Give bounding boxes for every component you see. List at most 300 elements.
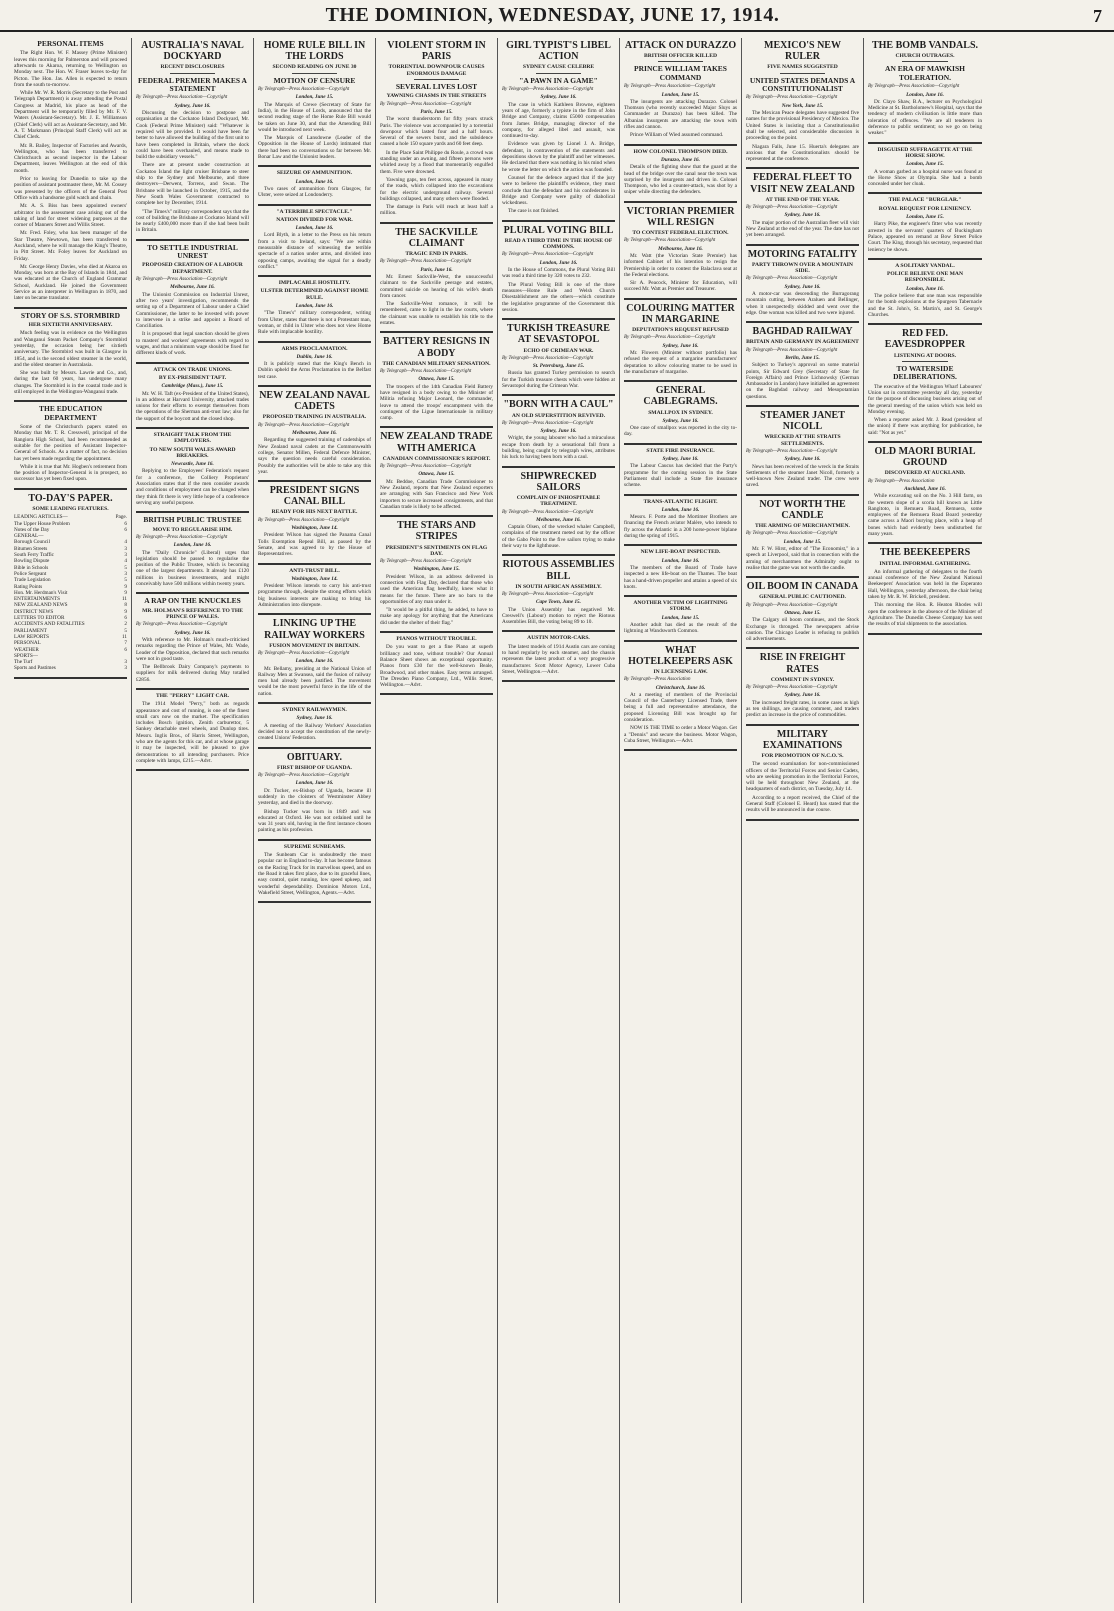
wire-credit: By Telegraph—Press Association—Copyright bbox=[258, 651, 350, 656]
article-separator bbox=[14, 307, 127, 309]
rule bbox=[536, 73, 581, 74]
article bbox=[624, 40, 737, 139]
rule bbox=[902, 61, 948, 62]
feature-row bbox=[14, 665, 127, 671]
body-paragraph: The troopers of the 14th Canadian Field Battery have resigned in a body owing to the Minister of Militia refusing Major Leonard, the commander, leave to attend the troops' encampment with the contingent of the Ligue Internationale in military camp. bbox=[380, 383, 493, 422]
feature-page: 8 bbox=[124, 602, 127, 609]
article-separator bbox=[624, 494, 737, 496]
headline: RIOTOUS ASSEMBLIES BILL bbox=[502, 559, 615, 582]
article bbox=[746, 40, 859, 162]
subheadline: INITIAL INFORMAL GATHERING. bbox=[879, 560, 971, 567]
article bbox=[502, 323, 615, 389]
dateline: Cape Town, June 15. bbox=[536, 599, 581, 606]
body-paragraph: Details of the fighting show that the guard at the head of the bridge over the canal near the town was surprised by the insurgents and driven in. Colonel Thompson, who led a counter-attack, was shot by a sniper while directing the defenders. bbox=[624, 164, 737, 196]
dateline: Sydney, June 16. bbox=[784, 456, 821, 463]
body-paragraph: It is proposed that legal sanction should be given to masters' and workers' agreements with regard to wages, and that a minimum wage should be fixed for different kinds of work. bbox=[136, 331, 249, 357]
article bbox=[624, 549, 737, 590]
article bbox=[136, 244, 249, 357]
subheadline: ROYAL REQUEST FOR LENIENCY. bbox=[878, 205, 972, 212]
body-paragraph: The Union Assembly has negatived Mr. Creswell's (Labour) motion to reject the Riotous Assemblies Bill, the voting being 89 to 10. bbox=[502, 606, 615, 626]
subheadline: FOR PROMOTION OF N.C.O.'S. bbox=[761, 753, 844, 759]
article-separator bbox=[14, 677, 127, 679]
body-paragraph: When a reporter asked Mr. J. Read (president of the union) if there was anything for publication, he said: "Not as yet." bbox=[868, 417, 982, 436]
article-separator bbox=[624, 443, 737, 445]
headline: RED FED. EAVESDROPPER bbox=[884, 328, 966, 351]
article-separator bbox=[14, 488, 127, 490]
body-paragraph: Mr. F. W. Hirst, editor of "The Economist," in a speech at Liverpool, said that in connection with the arming of merchantmen the Admiralty ought to realise that the game was not worth the candle. bbox=[746, 546, 859, 571]
subheadline: LISTENING AT DOORS. bbox=[893, 352, 957, 359]
body-paragraph: The Bellbrook Dairy Company's payments to suppliers for milk delivered during May totalled £2856. bbox=[136, 664, 249, 683]
rule bbox=[658, 61, 703, 62]
dateline: Durazzo, June 16. bbox=[661, 156, 700, 163]
article-separator bbox=[258, 275, 371, 277]
body-paragraph: The 1914 Model "Perry," both as regards appearance and cost of running, is one of the finest small cars now on the market. The specification includes Bosch ignition, Zenith carburettor, 5 Sankey detachable steel wheels, and Dunlop tires. Messrs. Inglis Bros., of Harris Street, Wellington, who are the agents for this car, and at whose garage it may be inspected, will be pleased to give demonstrations to all intending purchasers. Price complete with lamps, £215.—Advt. bbox=[136, 701, 249, 764]
headline: PIANOS WITHOUT TROUBLE. bbox=[396, 636, 477, 643]
subheadline: TRAGIC END IN PARIS. bbox=[405, 251, 468, 258]
dateline: Sydney, June 16. bbox=[296, 715, 333, 722]
headline-secondary: UNITED STATES DEMANDS A CONSTITUTIONALIST bbox=[749, 75, 856, 94]
subheadline: SECOND READING ON JUNE 30 bbox=[272, 64, 357, 71]
body-paragraph: Lord Blyth, in a letter to the Press on his return from a visit to Ireland, says: "We are within measurable distance of witnessing the terrible spectacle of a nation under arms, and divided into opposing camps, awaiting the signal for a deadly conflict." bbox=[258, 232, 371, 270]
body-paragraph: Mr. Watt (the Victorian State Premier) has informed Cabinet of his intention to resign the Premiership in order to contest the Balaclava seat at the Federal elections. bbox=[624, 252, 737, 278]
wire-credit: By Telegraph—Press Association bbox=[624, 677, 691, 683]
article-separator bbox=[14, 400, 127, 402]
masthead-title: THE DOMINION, WEDNESDAY, JUNE 17, 1914. bbox=[325, 4, 780, 26]
headline: SHIPWRECKED SAILORS bbox=[520, 470, 597, 493]
article-separator bbox=[868, 258, 982, 260]
article bbox=[746, 729, 859, 814]
headline: NEW ZEALAND TRADE WITH AMERICA bbox=[380, 431, 493, 454]
feature-name: LAW REPORTS bbox=[14, 633, 50, 640]
column bbox=[620, 38, 742, 1603]
article-separator bbox=[258, 341, 371, 343]
feature-page: 5 bbox=[124, 577, 127, 584]
body-paragraph: One case of smallpox was reported in the city to-day. bbox=[624, 425, 737, 438]
wire-credit: By Telegraph—Press Association—Copyright bbox=[136, 534, 228, 540]
masthead bbox=[0, 0, 1114, 32]
dateline: London, June 15. bbox=[906, 214, 944, 221]
dateline: Melbourne, June 16. bbox=[292, 430, 337, 437]
feature-name: DISTRICT NEWS bbox=[14, 608, 54, 615]
headline: THE "PERRY" LIGHT CAR. bbox=[155, 692, 230, 699]
body-paragraph: In the Place Saint Philippe du Roule, a crowd was standing under an awning, and fifteen persons were whirled away by a flood that momentarily engulfed them. Five were drowned. bbox=[380, 149, 493, 175]
article bbox=[746, 172, 859, 238]
wire-credit: By Telegraph—Press Association—Copyright bbox=[502, 87, 594, 93]
dateline: St. Petersburg, June 15. bbox=[532, 363, 585, 370]
dateline: Cambridge (Mass.), June 15. bbox=[161, 383, 224, 390]
headline: SUPREME SUNBEAMS. bbox=[283, 843, 346, 850]
headline: PERSONAL ITEMS bbox=[37, 39, 104, 48]
body-paragraph: Mr. Beddoe, Canadian Trade Commissioner to New Zealand, reports that New Zealand exporters are arranging with San Francisco and New York importers to secure increased consignments, and that Canadian trade is likely to be affected. bbox=[380, 478, 493, 510]
article-separator bbox=[502, 554, 615, 556]
headline: ANTI-TRUST BILL. bbox=[289, 567, 340, 574]
body-paragraph: Mr. W. H. Taft (ex-President of the United States), in an address at Harvard University, attacked trades unions for their efforts to exempt themselves from the operations of the Sherman anti-trust law; also for the support of the boycott and the closed shop. bbox=[136, 390, 249, 422]
wire-credit: By Telegraph—Press Association—Copyright bbox=[746, 347, 838, 353]
wire-credit: By Telegraph—Press Association—Copyright bbox=[624, 84, 716, 90]
subheadline: CANADIAN COMMISSIONER'S REPORT. bbox=[382, 455, 491, 462]
headline: THE STARS AND STRIPES bbox=[397, 520, 476, 543]
feature-page: 3 bbox=[124, 552, 127, 559]
article bbox=[624, 385, 737, 438]
article-separator bbox=[502, 318, 615, 320]
subheadline: BY EX-PRESIDENT TAFT. bbox=[158, 374, 227, 381]
wire-credit: By Telegraph—Press Association—Copyright bbox=[258, 517, 350, 523]
feature-name: The Upper House Problem bbox=[14, 520, 70, 527]
article bbox=[258, 707, 371, 741]
subheadline: THE ARMING OF MERCHANTMEN. bbox=[755, 523, 850, 530]
body-paragraph: The Marquis of Crewe (Secretary of State for India), in the House of Lords, announced that the second reading stage of the Home Rule Bill would be taken on June 30, and that the Amending Bill would be introduced next week. bbox=[258, 101, 371, 133]
subheadline: PROPOSED TRAINING IN AUSTRALIA. bbox=[262, 414, 367, 421]
subheadline: TORRENTIAL DOWNPOUR CAUSES ENORMOUS DAMAGE bbox=[388, 64, 485, 77]
headline: VICTORIAN PREMIER WILL RESIGN bbox=[626, 205, 735, 228]
dateline: London, June 16. bbox=[295, 178, 334, 185]
wire-credit: By Telegraph—Press Association—Copyright bbox=[258, 773, 350, 779]
dateline: London, June 15. bbox=[295, 94, 334, 101]
article bbox=[258, 280, 371, 335]
article bbox=[868, 197, 982, 252]
feature-name: Bible in Schools bbox=[14, 564, 49, 571]
article-separator bbox=[746, 405, 859, 407]
article bbox=[624, 645, 737, 745]
subheadline: ULSTER DETERMINED AGAINST HOME RULE. bbox=[260, 288, 369, 301]
article bbox=[502, 225, 615, 313]
article-separator bbox=[258, 385, 371, 387]
column bbox=[132, 38, 254, 1603]
subheadline: IN SOUTH AFRICAN ASSEMBLY. bbox=[515, 583, 602, 590]
body-paragraph: "The Times's" military correspondent says that the cost of building the Brisbane at Cockatoo Island will be nearly £400,000 more than if she had been built in Britain. bbox=[136, 208, 249, 234]
article-separator bbox=[136, 688, 249, 690]
article-separator bbox=[868, 142, 982, 144]
column bbox=[254, 38, 376, 1603]
body-paragraph: The Calgary oil boom continues, and the Stock Exchange is thronged. The newspapers advise caution. The Chicago Leader is refusing to publish oil advertisements. bbox=[746, 617, 859, 643]
dateline: London, June 16. bbox=[295, 780, 334, 787]
rule bbox=[902, 361, 948, 362]
dateline: Auckland, June 16. bbox=[904, 485, 946, 492]
dateline: Sydney, June 16. bbox=[662, 456, 699, 463]
feature-name: South Ferry Traffic bbox=[14, 552, 54, 559]
article bbox=[502, 40, 615, 215]
article-separator bbox=[746, 494, 859, 496]
article bbox=[624, 499, 737, 540]
headline: ATTACK ON DURAZZO bbox=[624, 40, 737, 51]
body-paragraph: The Mexican Peace delegates have suggested five names for the provisional Presidency of Mexico. The United States is insisting that a Constitutionalist shall be selected, and considerable discussion is proceeding on the point. bbox=[746, 110, 859, 142]
headline-secondary: FEDERAL PREMIER MAKES A STATEMENT bbox=[138, 75, 247, 94]
body-paragraph: Bishop Tucker was born in 1849 and was educated at Oxford. He was not ordained until he was 31 years old, having in the first instance chosen painting as his profession. bbox=[258, 808, 371, 834]
article-separator bbox=[624, 144, 737, 146]
feature-name: Trade Legislation bbox=[14, 577, 51, 584]
dateline: Melbourne, June 16. bbox=[536, 516, 581, 523]
article bbox=[868, 547, 982, 627]
article bbox=[258, 485, 371, 557]
subheadline: AT THE END OF THE YEAR. bbox=[765, 196, 840, 203]
body-paragraph: At a meeting of members of the Provincial Council of the Canterbury Licensed Trade, there being a full and representative attendance, the proposed Licensing Bill was brought up for consideration. bbox=[624, 691, 737, 724]
article-separator bbox=[624, 595, 737, 597]
body-paragraph: "It would be a pitiful thing, he added, to have to make any apology for anything that the Americans did under the shelter of their flag." bbox=[380, 607, 493, 626]
headline-secondary: SEVERAL LIVES LOST bbox=[395, 81, 478, 91]
article bbox=[624, 448, 737, 489]
article bbox=[14, 405, 127, 482]
article bbox=[868, 328, 982, 436]
feature-page: 3 bbox=[124, 665, 127, 672]
dateline: Christchurch, June 16. bbox=[655, 684, 706, 691]
subheadline: BRITISH OFFICER KILLED bbox=[643, 53, 718, 60]
feature-page: 9 bbox=[124, 608, 127, 615]
wire-credit: By Telegraph—Press Association—Copyright bbox=[136, 95, 228, 101]
dateline: London, June 16. bbox=[661, 506, 700, 513]
body-paragraph: Another adult has died as the result of the lightning at Wandsworth Common. bbox=[624, 622, 737, 635]
article-separator bbox=[746, 724, 859, 726]
body-paragraph: There are at present under construction at Cockatoo Island the light cruiser Brisbane to steer ship to the Sydney and Melbourne, and three destroyers—Derwent, Torrens, and Swan. The Brisbane will be launched in October, 1915, and the New South Wales Government contracted to complete her by December, 1914. bbox=[136, 162, 249, 207]
features-list bbox=[14, 514, 127, 671]
dateline: Sydney, June 16. bbox=[662, 342, 699, 349]
article-separator bbox=[868, 441, 982, 443]
dateline: Washington, June 14. bbox=[291, 525, 338, 532]
dateline: London, June 15. bbox=[661, 91, 700, 98]
dateline: New York, June 15. bbox=[781, 102, 824, 109]
subheadline: PARTY THROWN OVER A MOUNTAIN SIDE. bbox=[752, 261, 853, 275]
article-separator bbox=[868, 192, 982, 194]
feature-name: Bowling Dispute bbox=[14, 558, 50, 565]
body-paragraph: President Wilson intends to carry his anti-trust programme through, despite the strong efforts which big business interests are making to bring his Administration into disrepute. bbox=[258, 583, 371, 609]
feature-page: 3 bbox=[124, 570, 127, 577]
article bbox=[136, 367, 249, 422]
subheadline: RECENT DISCLOSURES bbox=[160, 64, 225, 71]
body-paragraph: Mr. Flowers (Minister without portfolio) has refused the request of a margarine manufacturers' deputation to allow colouring matter to be used in the manufacture of margarine. bbox=[624, 350, 737, 375]
body-paragraph: Prior to leaving for Dunedin to take up the position of assistant postmaster there, Mr. M. Cossey was presented by the officers of the General Post Office with a handsome gold watch and chain. bbox=[14, 176, 127, 201]
body-paragraph: The members of the Board of Trade have inspected a new life-boat on the Thames. The boat has a hand-driven propeller and attains a speed of six knots. bbox=[624, 564, 737, 590]
article-separator bbox=[258, 839, 371, 841]
body-paragraph: NOW IS THE TIME to order a Motor Wagon. Get a "Dennis" and secure the business. Motor Wagon, Cuba Street, Wellington.—Advt. bbox=[624, 725, 737, 744]
headline: SYDNEY RAILWAYMEN. bbox=[282, 707, 347, 714]
wire-credit: By Telegraph—Press Association—Copyright bbox=[624, 238, 716, 244]
article-separator bbox=[746, 647, 859, 649]
body-paragraph: The Unionist Commission on Industrial Unrest, after two years' investigation, recommends the setting up of a Department of Labour under a Chief Commissioner, the latter to be invested with power to intervene in a strike and appoint a Board of Conciliation. bbox=[136, 291, 249, 330]
article bbox=[14, 40, 127, 302]
body-paragraph: Dr. Tucker, ex-Bishop of Uganda, became ill suddenly in the cloisters of Westminster Abbey yesterday, and died in the doorway. bbox=[258, 787, 371, 807]
subheadline: AN OLD SUPERSTITION REVIVED. bbox=[511, 412, 606, 419]
body-paragraph: The Right Hon. W. F. Massey (Prime Minister) leaves this morning for Palmerston and will proceed afterwards to Akaroa, returning to Wellington on Monday next. The Hon. W. Fraser leaves to-day for Picton. The Hon. Jas. Allen is expected to return from the south to-morrow. bbox=[14, 50, 127, 88]
article-separator bbox=[746, 167, 859, 169]
body-paragraph: Mr. Fred. Foley, who has been manager of the Star Theatre, Newtown, has been transferred to Auckland, where he will manage the King's Theatre, in Pitt Street. Mr. Foley leaves for Auckland on Friday. bbox=[14, 230, 127, 262]
headline: STRAIGHT TALK FROM THE EMPLOYERS. bbox=[153, 432, 232, 445]
dateline: Melbourne, June 16. bbox=[170, 284, 215, 291]
dateline: London, June 15. bbox=[661, 614, 700, 621]
headline: STEAMER JANET NICOLL bbox=[760, 410, 845, 433]
body-paragraph: Mr. A. S. Biss has been appointed owners' arbitrator in the assessment case arising out of the taking of land for street widening purposes at the corner of Manners Street and Willis Street. bbox=[14, 203, 127, 229]
dateline: London, June 16. bbox=[173, 542, 212, 549]
article bbox=[258, 170, 371, 198]
article-separator bbox=[868, 633, 982, 635]
rule bbox=[414, 79, 459, 80]
wire-credit: By Telegraph—Press Association—Copyright bbox=[136, 277, 228, 283]
article bbox=[136, 597, 249, 683]
headline: HOW COLONEL THOMPSON DIED. bbox=[633, 148, 728, 155]
article-separator bbox=[258, 563, 371, 565]
dateline: Melbourne, June 16. bbox=[658, 245, 703, 252]
body-paragraph: She was built by Messrs. Lawrie and Co., and, during the last 60 years, has undergone many changes. The Stormbird is in the coastal trade and is still employed in the Wellington-Wanganui trade. bbox=[14, 370, 127, 396]
body-paragraph: While Mr. W. R. Morris (Secretary to the Post and Telegraph Department) is away attending the Postal Congress at Madrid, his place as head of the Department will be temporarily filled by Mr. F. V. Waters (Assistant-Secretary). Mr. J. E. Williamson (Chief Clerk) will act as Assistant-Secretary, and Mr. A. T. Markmann (Principal Staff Clerk) will act as Chief Clerk. bbox=[14, 90, 127, 141]
dateline: Sydney, June 16. bbox=[174, 629, 211, 636]
body-paragraph: A woman garbed as a hospital nurse was found at the Horse Show at Olympia. She had a bomb concealed under her cloak. bbox=[868, 168, 982, 188]
subheadline: HER SIXTIETH ANNIVERSARY. bbox=[28, 322, 113, 329]
subheadline: READ A THIRD TIME IN THE HOUSE OF COMMONS. bbox=[504, 237, 613, 251]
body-paragraph: Mr. George Henry Davies, who died at Akaroa on Monday, was born at the Bay of Islands in 1844, and was educated at the Church of England Grammar School, Auckland. He joined the Government Service as an interpreter in Wellington in 1870, and later on became translator. bbox=[14, 263, 127, 302]
headline: "BORN WITH A CAUL" bbox=[503, 399, 614, 411]
rule bbox=[780, 73, 825, 74]
wire-credit: By Telegraph—Press Association—Copyright bbox=[258, 422, 350, 428]
article bbox=[258, 618, 371, 697]
wire-credit: By Telegraph—Press Association—Copyright bbox=[746, 531, 838, 537]
body-paragraph: A meeting of the Railway Workers' Association decided not to accept the constitution of the newly-created Unions' Federation. bbox=[258, 722, 371, 742]
body-paragraph: According to a report received, the Chief of the General Staff (Colonel E. Heard) has stated that the results will be announced in due course. bbox=[746, 794, 859, 814]
headline: TURKISH TREASURE AT SEVASTOPOL bbox=[507, 323, 610, 346]
headline: AUSTRALIA'S NAVAL DOCKYARD bbox=[141, 40, 244, 63]
headline: NEW ZEALAND NAVAL CADETS bbox=[259, 390, 370, 413]
body-paragraph: The Marquis of Lansdowne (Leader of the Opposition in the House of Lords) intimated that there had been no conversations so far between Mr. Bonar Law and the Unionist leaders. bbox=[258, 135, 371, 161]
subheadline: WRECKED AT THE STRAITS SETTLEMENTS. bbox=[764, 434, 841, 447]
article-separator bbox=[624, 544, 737, 546]
wire-credit: By Telegraph—Press Association—Copyright bbox=[380, 369, 472, 375]
article bbox=[380, 520, 493, 626]
dateline: London, June 16. bbox=[906, 91, 944, 98]
subheadline: FIRST BISHOP OF UGANDA. bbox=[277, 764, 352, 771]
article bbox=[746, 410, 859, 489]
article bbox=[624, 600, 737, 634]
body-paragraph: Mr. Bellamy, presiding at the National Union of Railway Men at Swansea, said the fusion of railway men had already been justified. The movement would be the most powerful force in the life of the nation. bbox=[258, 665, 371, 697]
page-number: 7 bbox=[1093, 6, 1102, 26]
headline: FEDERAL FLEET TO VISIT NEW ZEALAND bbox=[750, 172, 855, 195]
body-paragraph: Much feeling was in evidence on the Wellington and Wanganui Steam Packet Company's Stormbird yesterday, the occasion being her sixtieth anniversary. The Stormbird was built in Glasgow in 1854, and is the second oldest steamer in the world, and the oldest steamer in Australasia. bbox=[14, 330, 127, 368]
dateline: London, June 15. bbox=[906, 161, 944, 168]
dateline: Ottawa, June 15. bbox=[784, 609, 821, 616]
wire-credit: By Telegraph—Press Association—Copyright bbox=[502, 509, 594, 515]
article-separator bbox=[380, 693, 493, 695]
headline: A RAP ON THE KNUCKLES bbox=[144, 596, 241, 606]
article-separator bbox=[380, 426, 493, 428]
dateline: Berlin, June 15. bbox=[785, 354, 820, 361]
feature-name: LEADING ARTICLES— bbox=[14, 514, 68, 521]
body-paragraph: This morning the Hon. R. Heaton Rhodes will open the conference in the absence of the Minister of Agriculture. The Dunedin Cheese Company has sent the results of trial shipments to the association. bbox=[868, 602, 982, 628]
article-separator bbox=[868, 542, 982, 544]
subheadline: FIVE NAMES SUGGESTED bbox=[767, 64, 838, 71]
body-paragraph: While it is true that Mr. Hogben's retirement from the position of Inspector-General is in prospect, no successor has yet been fixed upon. bbox=[14, 463, 127, 483]
body-paragraph: The "Daily Chronicle" (Liberal) urges that legislation should be passed to regularise the position of the Public Trustee, which is becoming one of the largest departments. It already has £120 millions in business investments, and might conceivably have 500 millions within twenty years. bbox=[136, 549, 249, 588]
headline: BATTERY RESIGNS IN A BODY bbox=[383, 336, 490, 359]
headline-secondary: AN ERA OF MAWKISH TOLERATION. bbox=[885, 64, 965, 82]
column bbox=[742, 38, 864, 1603]
article-separator bbox=[502, 466, 615, 468]
wire-credit: By Telegraph—Press Association—Copyright bbox=[746, 685, 838, 691]
body-paragraph: Replying to the Employees' Federation's request for a conference, the Colliery Proprietors' Association states that if the men consider awards and conditions of employment can be changed when they think fit there is very little hope of a conference serving any useful purpose. bbox=[136, 468, 249, 506]
article-separator bbox=[624, 640, 737, 642]
article-separator bbox=[136, 427, 249, 429]
feature-name: Notes of the Day bbox=[14, 526, 50, 533]
article bbox=[14, 312, 127, 396]
feature-page: 11 bbox=[122, 633, 127, 640]
body-paragraph: The second examination for non-commissioned officers of the Territorial Forces and Senior Cadets, who are seeking promotion in the Territorial Forces, will be held throughout New Zealand, at the headquarters of each district, on Tuesday, July 14. bbox=[746, 761, 859, 793]
article bbox=[746, 581, 859, 642]
body-paragraph: Niagara Falls, June 15. Huerta's delegates are anxious that the Constitutionalists should be represented at the conference. bbox=[746, 143, 859, 163]
feature-name: ACCIDENTS AND FATALITIES bbox=[14, 621, 85, 628]
feature-name: Hon. Mr. Herdman's Visit bbox=[14, 589, 68, 596]
article-separator bbox=[380, 515, 493, 517]
body-paragraph: While excavating soil on the No. 3 Hill farm, on the western slope of a scoria hill known as Little Rangitoto, in Remuera Road, Remuera, some employees of the Remuera Road Board yesterday came across a Maori burying place, with a heap of bones which had evidently been undisturbed for many years. bbox=[868, 493, 982, 538]
headline: ARMS PROCLAMATION. bbox=[281, 345, 348, 352]
subheadline: FUSION MOVEMENT IN BRITAIN. bbox=[269, 642, 360, 649]
dateline: Sydney, June 16. bbox=[662, 417, 699, 424]
article-separator bbox=[136, 362, 249, 364]
body-paragraph: The damage in Paris will reach at least half a million. bbox=[380, 204, 493, 217]
headline: BAGHDAD RAILWAY bbox=[752, 326, 853, 338]
headline: THE PALACE "BURGLAR." bbox=[888, 197, 962, 204]
subheadline: PROPOSED CREATION OF A LABOUR DEPARTMENT. bbox=[142, 262, 243, 275]
headline: GENERAL CABLEGRAMS. bbox=[643, 385, 718, 408]
headline: "A TERRIBLE SPECTACLE." bbox=[276, 208, 353, 215]
headline: OBITUARY. bbox=[286, 751, 343, 763]
body-paragraph: Mr. Ernest Sackville-West, the unsuccessful claimant to the Sackville peerage and estates, committed suicide on hearing of his wife's death from cancer. bbox=[380, 273, 493, 299]
body-paragraph: The executive of the Wellington Wharf Labourers' Union sat in committee yesterday all day, yesterday for the purpose of discussing business arising out of the general meeting of the union which was held on Monday evening. bbox=[868, 383, 982, 415]
headline: MOTORING FATALITY bbox=[747, 248, 858, 260]
headline: STATE FIRE INSURANCE. bbox=[646, 447, 715, 454]
article bbox=[502, 559, 615, 625]
feature-name: NEW ZEALAND NEWS bbox=[14, 602, 68, 609]
body-paragraph: It is publicly stated that the King's Bench in Dublin upheld the Arms Proclamation in the Belfast test case. bbox=[258, 361, 371, 380]
headline: ATTACK ON TRADE UNIONS. bbox=[153, 366, 232, 373]
column bbox=[498, 38, 620, 1603]
article bbox=[258, 844, 371, 896]
feature-name: Borough Council bbox=[14, 539, 50, 546]
feature-name: Bitumen Streets bbox=[14, 545, 48, 552]
article bbox=[746, 249, 859, 317]
headline-secondary: MOTION OF CENSURE bbox=[273, 75, 356, 85]
headline: ANOTHER VICTIM OF LIGHTNING STORM. bbox=[633, 600, 728, 613]
body-paragraph: The Sackville-West romance, it will be remembered, came to light in the law courts, where the claimant was unable to establish his title to the estates. bbox=[380, 301, 493, 327]
body-paragraph: Regarding the suggested training of cadetships of New Zealand naval cadets at the Commonwealth college, Senator Millen, Federal Defence Minister, says the question needs careful consideration. Possibly the authorities will be able to take any this year. bbox=[258, 437, 371, 475]
article-separator bbox=[136, 769, 249, 771]
feature-page: 11 bbox=[122, 596, 127, 603]
article-separator bbox=[380, 631, 493, 633]
headline: THE BEEKEEPERS bbox=[879, 547, 971, 559]
column bbox=[10, 38, 132, 1603]
feature-page: 3 bbox=[124, 545, 127, 552]
article bbox=[624, 206, 737, 293]
feature-page: 4 bbox=[124, 539, 127, 546]
feature-name: PERSONAL bbox=[14, 640, 41, 647]
article-separator bbox=[258, 901, 371, 903]
body-paragraph: The Labour Caucus has decided that the Party's programme for the coming session in the State Parliament shall include a State fire insurance scheme. bbox=[624, 463, 737, 489]
headline-secondary: "A PAWN IN A GAME" bbox=[519, 75, 598, 85]
headline: GIRL TYPIST'S LIBEL ACTION bbox=[506, 40, 611, 63]
dateline: Sydney, June 16. bbox=[784, 212, 821, 219]
dateline: Washington, June 14. bbox=[291, 575, 338, 582]
wire-credit: By Telegraph—Press Association—Copyright bbox=[624, 335, 716, 341]
article-separator bbox=[746, 244, 859, 246]
dateline: Sydney, June 16. bbox=[540, 94, 577, 101]
dateline: Paris, June 16. bbox=[420, 266, 453, 273]
subheadline: PRESIDENT'S SENTIMENTS ON FLAG DAY. bbox=[385, 544, 488, 557]
dateline: London, June 15. bbox=[783, 538, 822, 545]
article-separator bbox=[746, 321, 859, 323]
dateline: Dublin, June 16. bbox=[296, 353, 333, 360]
feature-name: GENERAL— bbox=[14, 533, 44, 540]
headline-secondary: TO WATERSIDE DELIBERATIONS. bbox=[893, 363, 957, 382]
article bbox=[502, 399, 615, 460]
headline: RISE IN FREIGHT RATES bbox=[759, 652, 846, 675]
body-paragraph: Russia has granted Turkey permission to search for the Turkish treasure chests which were hidden at Sevastopol during the Crimean War. bbox=[502, 370, 615, 390]
article bbox=[746, 326, 859, 400]
article-separator bbox=[258, 747, 371, 749]
rule bbox=[170, 73, 215, 74]
